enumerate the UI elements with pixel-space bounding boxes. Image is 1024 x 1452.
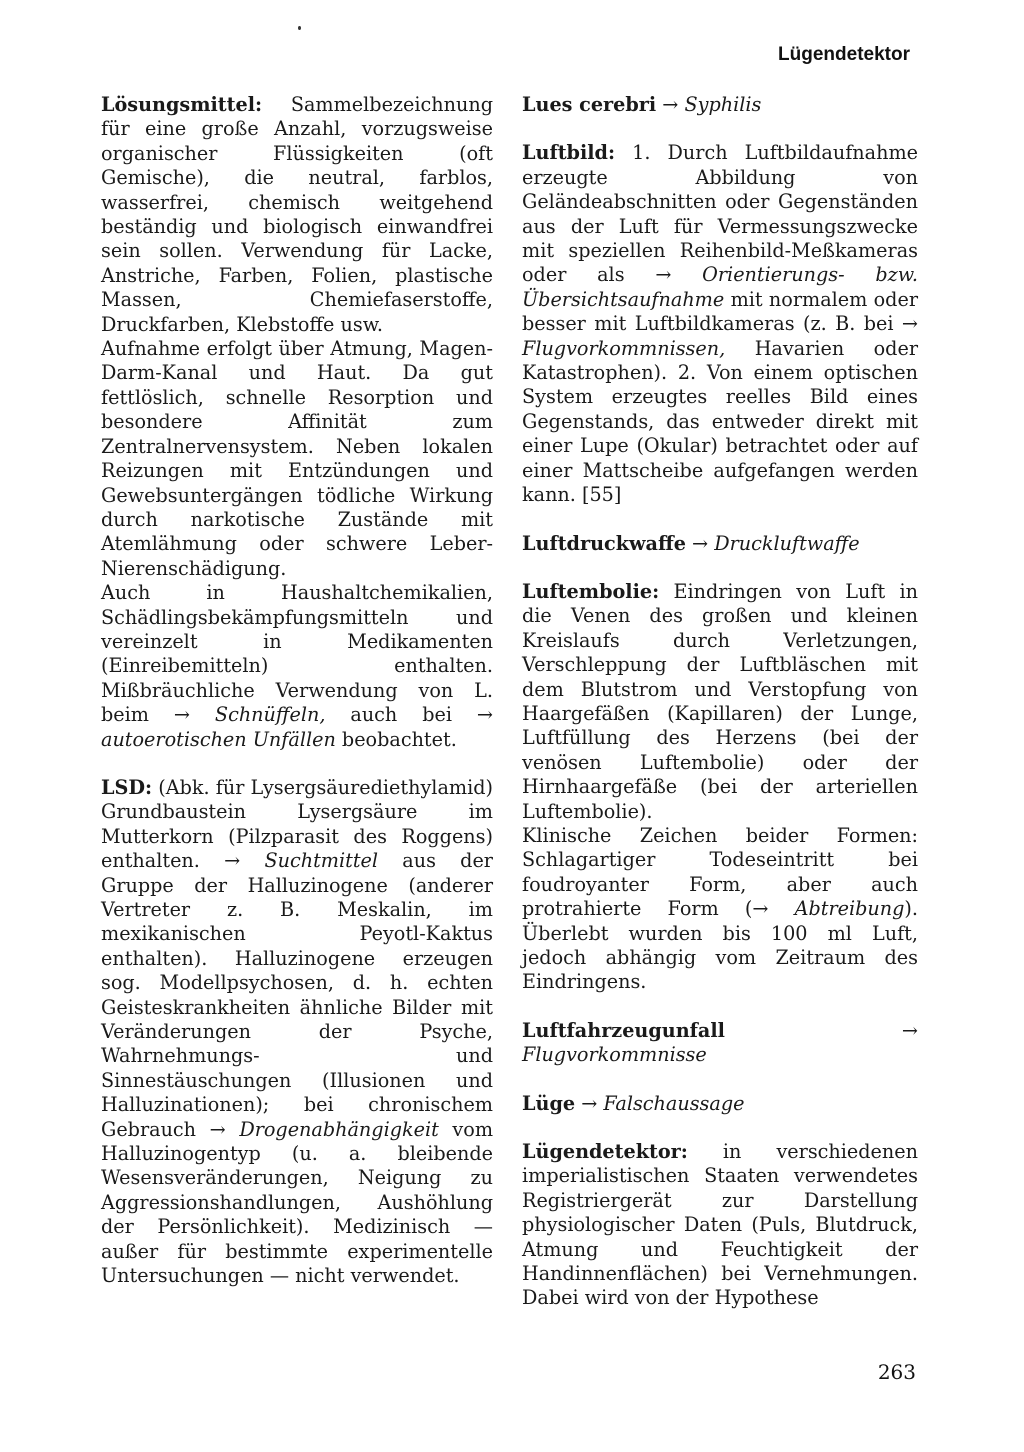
page-number: 263: [877, 1360, 916, 1384]
cross-reference: autoerotischen Unfällen: [101, 727, 336, 751]
entry-lsd: [101, 776, 493, 1289]
entry-text: vom Halluzinogentyp (u. a. bleibende Wesensveränderungen, Neigung zu Aggressionshandlungen, Aushöhlung der Persönlichkeit). Medizinisch — außer für bestimmte experimentelle Untersuchungen — nicht verwendet.: [101, 1117, 494, 1288]
entry-paragraph: [522, 1140, 918, 1311]
entry-luftdruckwaffe: [522, 532, 918, 556]
cross-reference: Orientierungs- bzw. Übersichtsaufnahme: [522, 263, 918, 311]
arrow-icon: →: [901, 1018, 918, 1042]
entry-paragraph: [522, 141, 918, 507]
print-speck: [298, 26, 301, 30]
cross-reference: Drogenabhängigkeit: [239, 1117, 439, 1141]
entry-paragraph: Aufnahme erfolgt über Atmung, Magen-Darm-Kanal und Haut. Da gut fettlöslich, schnelle Resorption und besondere Affinität zum Zentralnervensystem. Neben lokalen Reizungen mit Entzündungen und Gewebsuntergängen tödliche Wirkung durch narkotische Zustände mit Atemlähmung oder schwere Leber-Nierenschädigung.: [101, 337, 493, 580]
entry-text: in verschiedenen imperialistischen Staaten verwendetes Registriergerät zur Darstellung physiologischer Daten (Puls, Blutdruck, Atmung und Feuchtigkeit der Handinnenflächen) bei Vernehmungen. Dabei wird von der Hypothese: [522, 1140, 918, 1310]
entry-paragraph: [522, 1019, 918, 1068]
entry-term: Luftfahrzeugunfall: [522, 1018, 725, 1042]
entry-paragraph: [522, 580, 918, 824]
entry-text: Auch in Haushaltchemikalien, Schädlingsbekämpfungsmitteln und vereinzelt in Medikamenten (Einreibemitteln) enthalten. Mißbräuchliche Verwendung von L. beim: [101, 581, 493, 727]
entry-text: Sammelbezeichnung für eine große Anzahl, vorzugsweise organischer Flüssigkeiten (oft Gemische), die neutral, farblos, wasserfrei, chemisch weitgehend beständig und biologisch einwandfrei sein sollen. Verwendung für Lacke, Anstriche, Farben, Folien, plastische Massen, Chemiefaserstoffe, Druckfarben, Klebstoffe usw.: [101, 93, 493, 336]
arrow-icon: →: [173, 703, 190, 727]
entry-paragraph: [101, 93, 493, 337]
cross-reference: Syphilis: [684, 93, 762, 116]
cross-reference: Suchtmittel: [264, 849, 379, 873]
entry-luftbild: [522, 141, 918, 507]
entry-text: aus der Gruppe der Halluzinogene (anderer Vertreter z. B. Meskalin, im mexikanischen Peyotl-Kaktus enthalten). Halluzinogene erzeugen sog. Modellpsychosen, d. h. echten Geisteskrankheiten ähnliche Bilder mit Veränderungen der Psyche, Wahrnehmungs- und Sinnestäuschungen (Illusionen und Halluzinationen); bei chronischem Gebrauch: [101, 849, 493, 1141]
arrow-icon: →: [224, 849, 241, 873]
entry-term: Luftbild:: [522, 141, 616, 165]
cross-reference: Schnüffeln,: [214, 703, 326, 727]
entry-paragraph: [522, 824, 918, 995]
entry-losungsmittel: [101, 93, 493, 752]
entry-term: Luftembolie:: [522, 579, 660, 603]
entry-text: Eindringen von Luft in die Venen des großen und kleinen Kreislaufs durch Verletzungen, Verschleppung der Luftbläschen mit dem Blutstrom und Verstopfung von Haargefäßen (Kapillaren) der Lunge, Luftfüllung des Herzens (bei der venösen Luftembolie) oder der Hirnhaargefäße (bei der arteriellen Luftembolie).: [522, 579, 918, 823]
arrow-icon: →: [581, 1091, 598, 1115]
entry-paragraph: [101, 581, 493, 752]
entry-term: Luftdruckwaffe: [522, 531, 686, 555]
entry-text: Havarien oder Katastrophen). 2. Von einem optischen System erzeugtes reelles Bild eines Gegenstands, das entweder direkt mit einer Lupe (Okular) betrachtet oder auf einer Mattscheibe aufgefangen werden kann. [55]: [522, 336, 918, 507]
entry-paragraph: [522, 1092, 918, 1116]
cross-reference: Abtreibung: [794, 897, 905, 921]
entry-term: Lues cerebri: [522, 93, 657, 116]
entry-paragraph: [101, 776, 493, 1289]
entry-luftembolie: [522, 580, 918, 995]
entry-text: 1. Durch Luftbildaufnahme erzeugte Abbildung von Geländeabschnitten oder Gegenständen aus der Luft für Vermessungszwecke mit speziellen Reihenbild-Meßkameras oder als: [522, 141, 918, 287]
entry-term: LSD:: [101, 775, 153, 799]
entry-text: beobachtet.: [341, 727, 457, 751]
arrow-icon: →: [655, 263, 672, 287]
entry-lues-cerebri: [522, 93, 918, 117]
entry-term: Lösungsmittel:: [101, 93, 263, 116]
entry-term: Lügendetektor:: [522, 1140, 688, 1164]
cross-reference: Flugvorkommnissen,: [522, 336, 726, 360]
right-column: [522, 93, 918, 1335]
arrow-icon: →: [752, 897, 769, 921]
arrow-icon: →: [662, 93, 679, 116]
entry-paragraph: [522, 93, 918, 117]
entry-text: (Abk. für Lysergsäurediethylamid) Grundbaustein Lysergsäure im Mutterkorn (Pilzparasit des Roggens) enthalten.: [101, 775, 493, 873]
cross-reference: Falschaussage: [603, 1091, 745, 1115]
entry-luftfahrzeugunfall: [522, 1019, 918, 1068]
entry-text: mit normalem oder besser mit Luftbildkameras (z. B. bei: [522, 287, 918, 336]
cross-reference: Druckluftwaffe: [714, 531, 860, 555]
entry-text: Klinische Zeichen beider Formen: Schlagartiger Todeseintritt bei foudroyanter Form, aber auch protrahierte Form (: [522, 823, 918, 921]
arrow-icon: →: [209, 1117, 226, 1141]
entry-term: Lüge: [522, 1091, 576, 1115]
left-column: [101, 93, 493, 1313]
arrow-icon: →: [476, 703, 493, 727]
entry-text: ). Überlebt wurden bis 100 ml Luft, jedoch abhängig vom Zeitraum des Eindringens.: [522, 897, 918, 994]
arrow-icon: →: [692, 531, 709, 555]
entry-luge: [522, 1092, 918, 1116]
entry-paragraph: [522, 532, 918, 556]
arrow-icon: →: [901, 312, 918, 336]
entry-lugendetektor: [522, 1140, 918, 1311]
running-head: Lügendetektor: [778, 44, 910, 65]
entry-text: auch bei: [350, 703, 452, 727]
cross-reference: Flugvorkommnisse: [522, 1043, 707, 1067]
